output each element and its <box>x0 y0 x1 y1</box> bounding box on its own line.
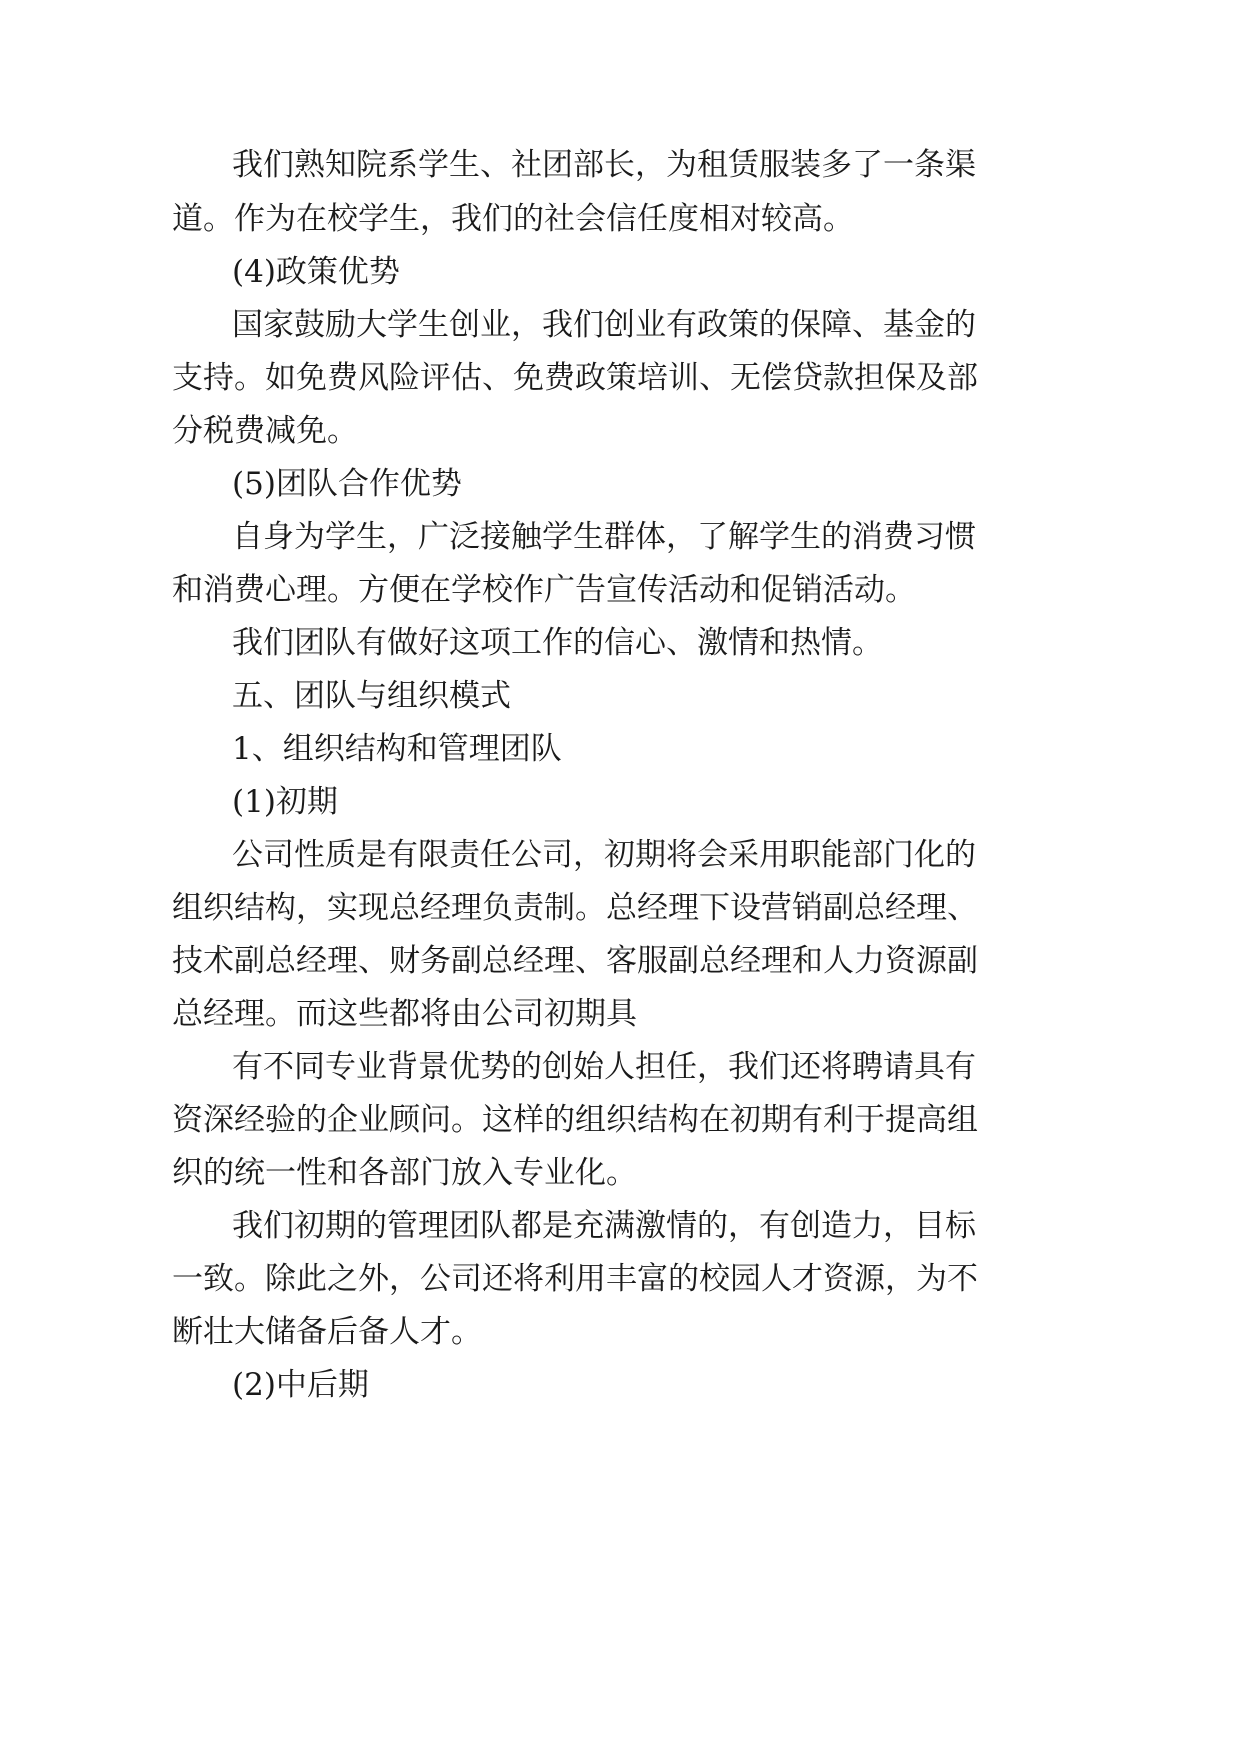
paragraph-line: 和消费心理。方便在学校作广告宣传活动和促销活动。 <box>172 572 916 608</box>
section-heading: (2)中后期 <box>232 1367 369 1403</box>
paragraph-line: 支持。如免费风险评估、免费政策培训、无偿贷款担保及部 <box>172 360 978 396</box>
paragraph-line: 断壮大储备后备人才。 <box>172 1314 482 1350</box>
paragraph-line: 我们初期的管理团队都是充满激情的，有创造力，目标 <box>232 1208 976 1244</box>
paragraph-line: 有不同专业背景优势的创始人担任，我们还将聘请具有 <box>232 1049 976 1085</box>
paragraph-line: 道。作为在校学生，我们的社会信任度相对较高。 <box>172 201 854 237</box>
paragraph-line: 资深经验的企业顾问。这样的组织结构在初期有利于提高组 <box>172 1102 978 1138</box>
section-heading: (5)团队合作优势 <box>232 466 462 502</box>
section-heading: (4)政策优势 <box>232 254 400 290</box>
paragraph-line: 国家鼓励大学生创业，我们创业有政策的保障、基金的 <box>232 307 976 343</box>
section-heading: 五、团队与组织模式 <box>232 678 511 714</box>
section-heading: 1、组织结构和管理团队 <box>232 731 562 767</box>
paragraph-line: 总经理。而这些都将由公司初期具 <box>172 996 637 1032</box>
paragraph-line: 公司性质是有限责任公司，初期将会采用职能部门化的 <box>232 837 976 873</box>
paragraph-line: 织的统一性和各部门放入专业化。 <box>172 1155 637 1191</box>
section-heading: (1)初期 <box>232 784 338 820</box>
paragraph-line: 我们熟知院系学生、社团部长，为租赁服装多了一条渠 <box>232 147 976 183</box>
paragraph-line: 自身为学生，广泛接触学生群体，了解学生的消费习惯 <box>232 519 976 555</box>
paragraph-line: 分税费减免。 <box>172 413 358 449</box>
paragraph-line: 我们团队有做好这项工作的信心、激情和热情。 <box>232 625 883 661</box>
paragraph-line: 组织结构，实现总经理负责制。总经理下设营销副总经理、 <box>172 890 978 926</box>
paragraph-line: 一致。除此之外，公司还将利用丰富的校园人才资源，为不 <box>172 1261 978 1297</box>
paragraph-line: 技术副总经理、财务副总经理、客服副总经理和人力资源副 <box>172 943 978 979</box>
